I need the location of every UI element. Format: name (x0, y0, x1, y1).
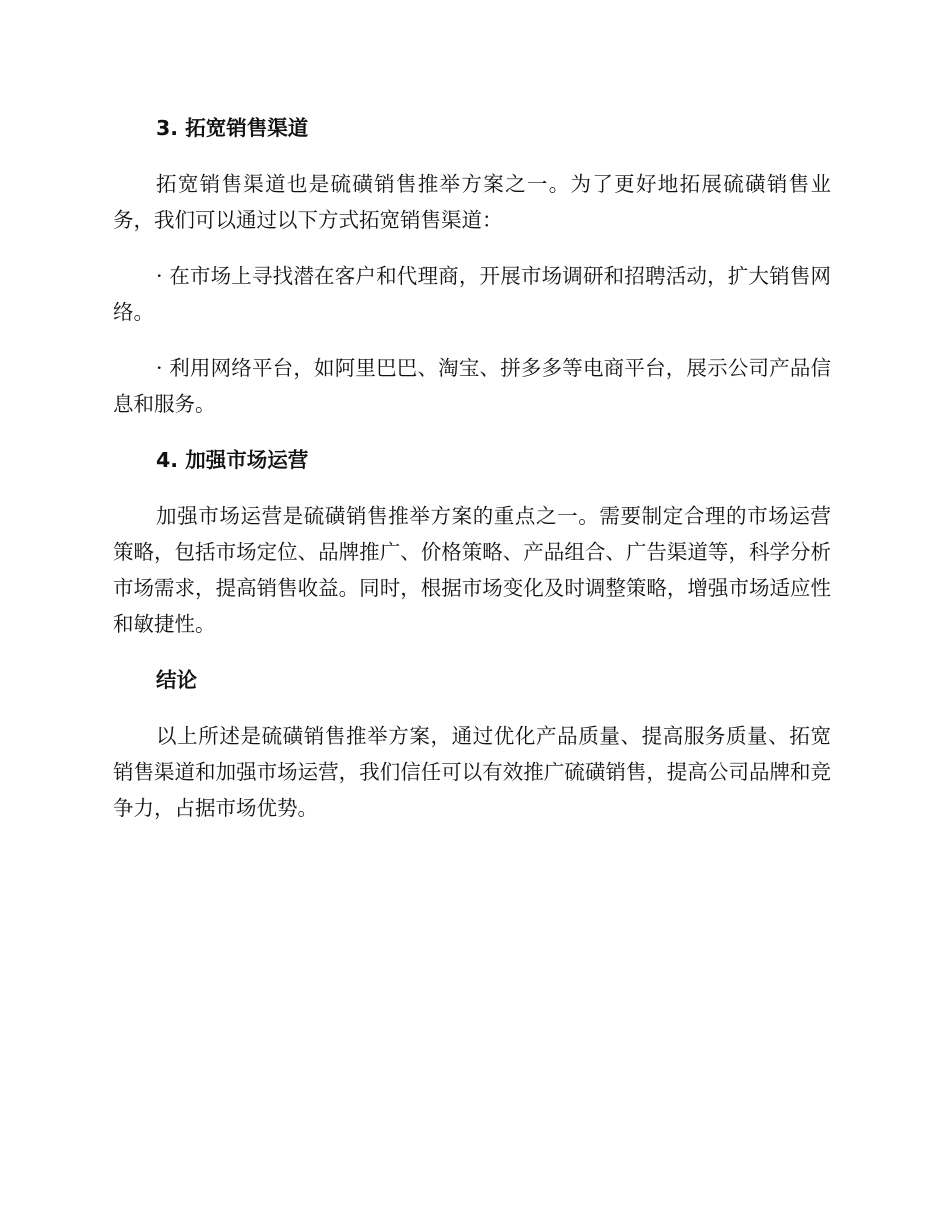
document-body (113, 110, 831, 846)
section-3-bullet-1: · 在市场上寻找潜在客户和代理商，开展市场调研和招聘活动，扩大销售网络。 (113, 264, 831, 324)
section-3-bullet-2: · 利用网络平台，如阿里巴巴、淘宝、拼多多等电商平台，展示公司产品信息和服务。 (113, 356, 831, 416)
section-3-intro: 拓宽销售渠道也是硫磺销售推举方案之一。为了更好地拓展硫磺销售业务，我们可以通过以下方式拓宽销售渠道： (113, 172, 831, 232)
conclusion-heading: 结论 (156, 668, 197, 692)
section-4-body: 加强市场运营是硫磺销售推举方案的重点之一。需要制定合理的市场运营策略，包括市场定位、品牌推广、价格策略、产品组合、广告渠道等，科学分析市场需求，提高销售收益。同时，根据市场变化及时调整策略，增强市场适应性和敏捷性。 (113, 504, 831, 636)
section-3-heading: 3. 拓宽销售渠道 (156, 116, 309, 140)
conclusion-body: 以上所述是硫磺销售推举方案，通过优化产品质量、提高服务质量、拓宽销售渠道和加强市场运营，我们信任可以有效推广硫磺销售，提高公司品牌和竞争力，占据市场优势。 (113, 724, 831, 820)
section-4-heading: 4. 加强市场运营 (156, 448, 309, 472)
